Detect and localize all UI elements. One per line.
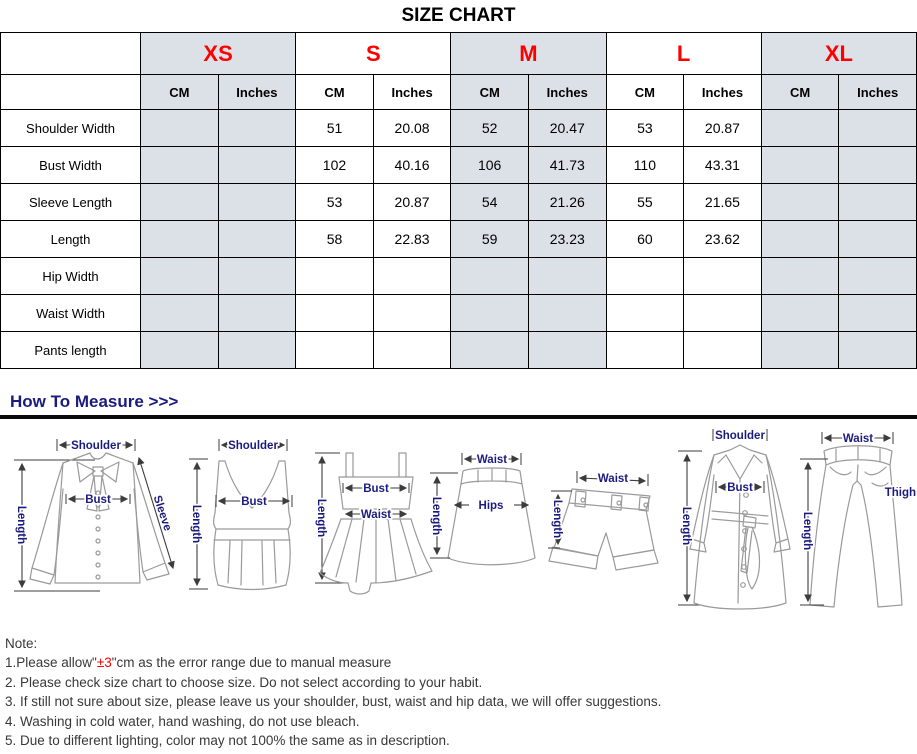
measure-label-shoulder: Shoulder [715, 430, 765, 442]
pants-figure [800, 432, 916, 607]
size-header-row [1, 33, 917, 75]
size-header-m: M [451, 33, 606, 75]
table-row-pants-length [1, 332, 917, 369]
size-cell [141, 332, 219, 369]
corner-cell [1, 33, 141, 75]
size-cell: 21.26 [528, 184, 606, 221]
measure-label-bust: Bust [727, 482, 753, 494]
measure-label-hips: Hips [478, 500, 504, 512]
size-cell [451, 258, 529, 295]
size-cell [218, 221, 296, 258]
unit-header-cm: CM [761, 75, 839, 110]
note-item-2: 2. Please check size chart to choose size. Do not select according to your habit. [5, 674, 483, 690]
blank-cell [1, 75, 141, 110]
measure-label-waist: Waist [597, 473, 629, 485]
size-cell [218, 332, 296, 369]
size-cell [684, 295, 762, 332]
measurement-figures [0, 421, 917, 628]
unit-header-cm: CM [451, 75, 529, 110]
table-row-length [1, 221, 917, 258]
size-cell [373, 332, 451, 369]
size-cell: 51 [296, 110, 374, 147]
size-cell [606, 332, 684, 369]
table-row-bust-width [1, 147, 917, 184]
size-cell: 43.31 [684, 147, 762, 184]
unit-header-inches: Inches [218, 75, 296, 110]
size-cell [684, 258, 762, 295]
size-cell [141, 147, 219, 184]
size-cell: 21.65 [684, 184, 762, 221]
size-cell: 20.87 [373, 184, 451, 221]
measure-label-shoulder: Shoulder [228, 440, 278, 452]
size-cell [296, 332, 374, 369]
row-label: Waist Width [1, 295, 141, 332]
size-cell [141, 221, 219, 258]
size-cell: 23.23 [528, 221, 606, 258]
size-cell: 59 [451, 221, 529, 258]
unit-header-row [1, 75, 917, 110]
unit-header-inches: Inches [373, 75, 451, 110]
note-1-text: 1.Please allow" [5, 655, 97, 671]
size-cell [684, 332, 762, 369]
measure-label-length: Length [680, 506, 692, 546]
measure-label-shoulder: Shoulder [71, 440, 121, 452]
size-cell [761, 332, 839, 369]
size-cell: 110 [606, 147, 684, 184]
size-cell [528, 295, 606, 332]
unit-header-inches: Inches [528, 75, 606, 110]
size-cell [761, 147, 839, 184]
note-item-1 [5, 653, 917, 672]
measure-label-bust: Bust [85, 494, 111, 506]
size-cell [218, 110, 296, 147]
unit-header-inches: Inches [684, 75, 762, 110]
row-label: Sleeve Length [1, 184, 141, 221]
measure-label-thigh: Thigh [884, 487, 916, 499]
size-header-s: S [296, 33, 451, 75]
size-cell [761, 221, 839, 258]
shorts-figure [548, 471, 658, 570]
size-cell [373, 295, 451, 332]
size-table [0, 32, 917, 369]
size-cell [839, 221, 917, 258]
size-cell: 60 [606, 221, 684, 258]
table-row-sleeve-length [1, 184, 917, 221]
measure-label-bust: Bust [241, 496, 267, 508]
measure-label-waist: Waist [476, 454, 508, 466]
size-cell: 55 [606, 184, 684, 221]
size-cell [141, 110, 219, 147]
size-cell: 102 [296, 147, 374, 184]
note-item-3: 3. If still not sure about size, please leave us your shoulder, bust, waist and hip data, we will offer suggestions. [5, 694, 662, 710]
note-item-5: 5. Due to different lighting, color may not 100% the same as in description. [5, 733, 450, 749]
measure-label-length: Length [190, 504, 202, 544]
how-to-measure-heading: How To Measure >>> [10, 392, 179, 411]
size-cell: 53 [296, 184, 374, 221]
size-header-xl: XL [761, 33, 916, 75]
size-cell [606, 295, 684, 332]
size-cell [761, 110, 839, 147]
size-cell: 20.47 [528, 110, 606, 147]
size-cell [761, 258, 839, 295]
size-cell: 22.83 [373, 221, 451, 258]
size-cell: 41.73 [528, 147, 606, 184]
measure-label-length: Length [315, 498, 327, 538]
table-row-hip-width [1, 258, 917, 295]
measure-label-bust: Bust [363, 483, 389, 495]
size-header-xs: XS [141, 33, 296, 75]
unit-header-inches: Inches [839, 75, 917, 110]
size-cell: 54 [451, 184, 529, 221]
unit-header-cm: CM [606, 75, 684, 110]
size-cell: 20.87 [684, 110, 762, 147]
measure-label-length: Length [551, 499, 563, 539]
measure-label-length: Length [801, 511, 813, 551]
table-row-shoulder-width [1, 110, 917, 147]
unit-header-cm: CM [296, 75, 374, 110]
size-cell: 53 [606, 110, 684, 147]
size-cell [606, 258, 684, 295]
size-cell: 52 [451, 110, 529, 147]
measure-label-waist: Waist [360, 509, 392, 521]
size-cell [839, 184, 917, 221]
size-cell [141, 184, 219, 221]
size-cell: 23.62 [684, 221, 762, 258]
size-cell: 106 [451, 147, 529, 184]
measure-label-length: Length [430, 496, 442, 536]
size-cell [218, 184, 296, 221]
measure-label-length: Length [15, 505, 27, 545]
size-cell [761, 184, 839, 221]
note-item-4: 4. Washing in cold water, hand washing, do not use bleach. [5, 713, 360, 729]
size-cell [839, 147, 917, 184]
unit-header-cm: CM [141, 75, 219, 110]
dress-figure [315, 453, 432, 594]
size-header-l: L [606, 33, 761, 75]
size-cell [839, 332, 917, 369]
trench-coat-figure [678, 429, 790, 609]
size-cell [218, 258, 296, 295]
notes-section [5, 634, 917, 750]
section-divider [0, 415, 917, 419]
size-cell [528, 258, 606, 295]
measure-label-sleeve: Sleeve [150, 494, 174, 533]
page-title: SIZE CHART [401, 5, 516, 26]
row-label: Bust Width [1, 147, 141, 184]
size-cell: 58 [296, 221, 374, 258]
row-label: Shoulder Width [1, 110, 141, 147]
size-cell [451, 332, 529, 369]
size-cell [296, 258, 374, 295]
size-cell [839, 110, 917, 147]
size-cell [451, 295, 529, 332]
size-cell: 40.16 [373, 147, 451, 184]
size-cell [296, 295, 374, 332]
size-cell [218, 295, 296, 332]
size-cell [839, 295, 917, 332]
tank-top-figure [189, 439, 292, 590]
size-cell [528, 332, 606, 369]
size-cell [761, 295, 839, 332]
blouse-figure [14, 439, 173, 591]
row-label: Length [1, 221, 141, 258]
size-cell: 20.08 [373, 110, 451, 147]
size-cell [839, 258, 917, 295]
size-cell [141, 295, 219, 332]
row-label: Hip Width [1, 258, 141, 295]
table-row-waist-width [1, 295, 917, 332]
row-label: Pants length [1, 332, 141, 369]
size-cell [373, 258, 451, 295]
measure-label-waist: Waist [842, 433, 874, 445]
note-1-text: "cm as the error range due to manual measure [111, 655, 392, 671]
notes-heading: Note: [5, 636, 38, 651]
skirt-figure [430, 453, 535, 565]
size-cell [218, 147, 296, 184]
note-1-tolerance: ±3 [96, 655, 112, 671]
size-cell [141, 258, 219, 295]
